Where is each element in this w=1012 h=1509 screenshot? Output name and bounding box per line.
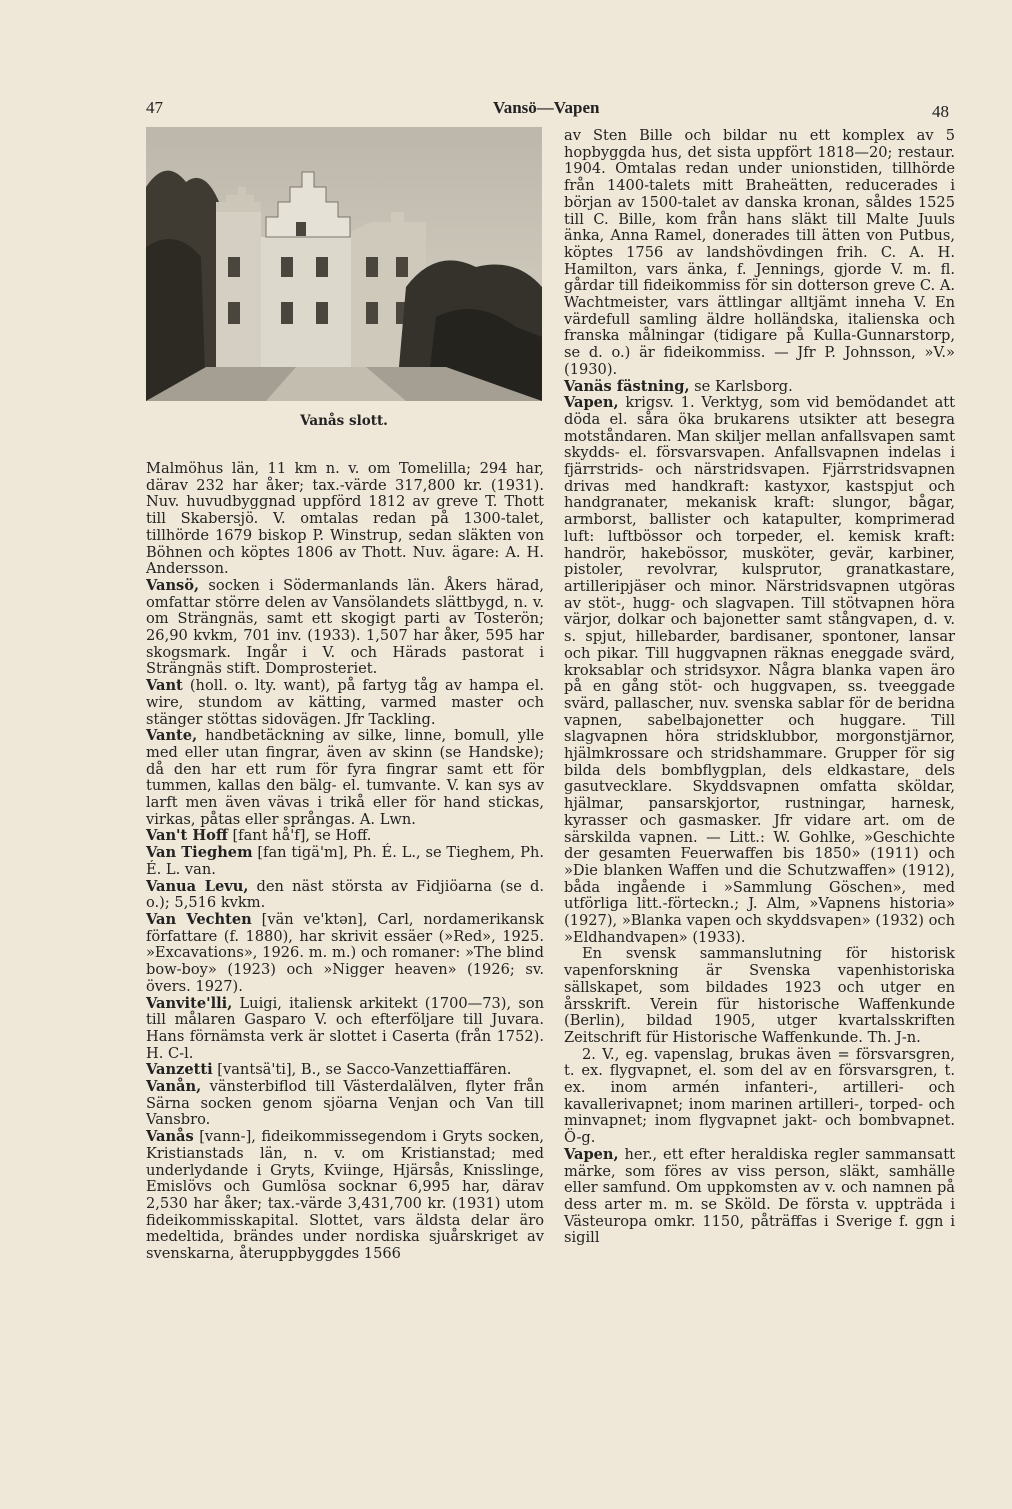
entry-text: [vann-], fideikommissegendom i Gryts socken, Kristianstads län, n. v. om Kristianstad; med underlydande i Gryts, Kviinge, Hjärsås, Knisslinge, Emislövs och Gumlösa socknar 6,995 har, därav 2,530 har åker; tax.-värde 3,431,700 kr. (1931) utom fideikommisskapital. Slottet, vars äldsta delar äro medeltida, brändes under nordiska sjuårskriget av svenskarna, återuppbyggdes 1566 <box>146 1128 544 1263</box>
left-column <box>146 461 544 1263</box>
entry-text: [fan tigä'm], Ph. É. L., se Tieghem, Ph. É. L. van. <box>146 844 544 878</box>
article-entry <box>564 1147 955 1247</box>
entry-headword: Vanua Levu, <box>146 877 249 895</box>
entry-text: [vän ve'ktən], Carl, nordamerikansk författare (f. 1880), har skrivit essäer (»Red», 1925. »Excavations», 1926. m. m.) och romaner: »The blind bow-boy» (1923) och »Nigger heaven» (1926; sv. övers. 1927). <box>146 910 545 995</box>
entry-headword: Vanäs fästning, <box>564 377 690 395</box>
article-entry <box>564 946 955 1046</box>
article-entry <box>146 879 544 912</box>
article-entry <box>146 728 544 828</box>
entry-headword: Van Tieghem <box>146 844 253 862</box>
article-entry <box>146 1062 544 1079</box>
article-entry <box>146 461 544 578</box>
article-entry <box>564 379 955 396</box>
entry-headword: Vapen, <box>564 1145 619 1163</box>
article-entry <box>146 845 544 878</box>
article-entry <box>146 578 544 678</box>
right-column <box>564 128 955 1247</box>
article-entry <box>146 1129 544 1263</box>
entry-headword: Vant <box>146 677 183 695</box>
entry-headword: Vanås <box>146 1128 194 1146</box>
entry-text: En svensk sammanslutning för historisk vapenforskning är Svenska vapenhistoriska sällskapet, som bildades 1923 och utger en årsskrift. Verein für historische Waffenkunde (Berlin), bildad 1905, utger kvartalsskriften Zeitschrift für Historische Waffenkunde. Th. J-n. <box>564 945 955 1046</box>
entry-text: se Karlsborg. <box>689 377 793 395</box>
article-entry <box>146 678 544 728</box>
entry-text: socken i Södermanlands län. Åkers härad, omfattar större delen av Vansölandets slättbygd, n. v. om Strängnäs, samt ett skogigt parti av Tosterön; 26,90 kvkm, 701 inv. (1933). 1,507 har åker, 595 har skogsmark. Ingår i V. och Härads pastorat i Strängnäs stift. Domprosteriet. <box>146 576 544 678</box>
article-entry <box>564 128 955 379</box>
entry-text: 2. V., eg. vapenslag, brukas även = försvarsgren, t. ex. flygvapnet, el. som del av en försvarsgren, t. ex. inom armén infanteri-, artilleri- och kavallerivapnet; inom marinen artilleri-, torped- och minvapnet; inom flygvapnet jakt- och bombvapnet. Ö-g. <box>564 1045 955 1147</box>
page-number-right: 48 <box>932 102 949 121</box>
entry-text: [vantsä'ti], B., se Sacco-Vanzettiaffären. <box>212 1061 512 1079</box>
entry-text: (holl. o. lty. want), på fartyg tåg av hampa el. wire, stundom av kätting, varmed master och stänger stöttas sidovägen. Jfr Tackling. <box>146 677 544 728</box>
entry-text: her., ett efter heraldiska regler sammansatt märke, som föres av viss person, släkt, samhälle eller samfund. Om uppkomsten av v. och namnen på dess arter m. m. se Sköld. De första v. uppträda i Västeuropa omkr. 1150, påträffas i Sverige f. ggn i sigill <box>564 1145 955 1247</box>
article-entry <box>146 912 544 996</box>
entry-text: [fant hå'f], se Hoff. <box>227 827 372 845</box>
entry-headword: Vansö, <box>146 576 200 594</box>
entry-text: Luigi, italiensk arkitekt (1700—73), son till målaren Gasparo V. och efterföljare till Juvara. Hans förnämsta verk är slottet i Caserta (från 1752). H. C-l. <box>146 994 544 1062</box>
entry-headword: Van Vechten <box>146 910 252 928</box>
entry-headword: Vanån, <box>146 1078 202 1096</box>
entry-headword: Vanvite'lli, <box>146 994 233 1012</box>
page-number-left: 47 <box>146 98 163 117</box>
castle-illustration <box>146 127 542 401</box>
entry-text: vänsterbiflod till Västerdalälven, flyter från Särna socken genom sjöarna Venjan och Van till Vansbro. <box>146 1078 544 1129</box>
entry-headword: Vante, <box>146 727 198 745</box>
entry-headword: Van't Hoff <box>146 827 228 845</box>
entry-text: krigsv. 1. Verktyg, som vid bemödandet att döda el. såra öka brukarens utsikter att besegra motståndaren. Man skiljer mellan anfallsvapen samt skydds- el. försvarsvapen. Anfallsvapnen indelas i fjärrstrids- och närstridsvapen. Fjärrstridsvapnen drivas med handkraft: kastyxor, kastspjut och handgranater, mekanisk kraft: slungor, bågar, armborst, ballister och katapulter, komprimerad luft: luftbössor och torpeder, el. kemisk kraft: handrör, hakebössor, musköter, gevär, karbiner, pistoler, revolvrar, kulsprutor, granatkastare, artilleripjäser och minor. Närstridsvapnen utgöras av stöt-, hugg- och slagvapen. Till stötvapnen höra värjor, dolkar och bajonetter samt stångvapen, d. v. s. spjut, hillebarder, bardisaner, spontoner, lansar och pikar. Till huggvapnen räknas eneggade svärd, kroksablar och stridsyxor. Några blanka vapen äro på en gång stöt- och huggvapen, ss. tveeggade svärd, pallascher, nuv. svenska sablar för de beridna vapnen, sabelbajonetter och huggare. Till slagvapnen höra stridsklubbor, morgonstjärnor, hjälmkrossare och stridshammare. Grupper för sig bilda dels bombflygplan, dels eldkastare, dels gasutvecklare. Skyddsvapnen omfatta sköldar, hjälmar, pansarskjortor, rustningar, harnesk, kyrasser och gasmasker. Jfr vidare art. om de särskilda vapnen. — Litt.: W. Gohlke, »Geschichte der gesamten Feuerwaffen bis 1850» (1911) och »Die blanken Waffen und die Schutzwaffen» (1912), båda ingående i »Sammlung Göschen», med utförliga litt.-förteckn.; J. Alm, »Vapnens historia» (1927), »Blanka vapen och skyddsvapen» (1932) och »Eldhandvapen» (1933). <box>564 394 955 946</box>
article-entry <box>564 1047 955 1147</box>
entry-text: handbetäckning av silke, linne, bomull, ylle med eller utan fingrar, även av skinn (se Handske); då den har ett rum för fyra fingrar samt ett för tummen, kallas den bälg- el. tumvante. V. kan sys av larft men även vävas i trikå eller för hand stickas, virkas, påtas eller språngas. A. Lwn. <box>146 727 544 828</box>
castle-photo <box>146 127 542 401</box>
article-entry <box>146 828 544 845</box>
running-head: Vansö—Vapen <box>493 98 600 117</box>
entry-text: den näst största av Fidjiöarna (se d. o.); 5,516 kvkm. <box>146 877 544 912</box>
entry-text: av Sten Bille och bildar nu ett komplex av 5 hopbyggda hus, det sista uppfört 1818—20; restaur. 1904. Omtalas redan under unionstiden, tillhörde från 1400-talets mitt Braheätten, reducerades i början av 1500-talet av danska kronan, såldes 1525 till C. Bille, kom från hans släkt till Malte Juuls änka, Anna Ramel, donerades till ätten von Putbus, köptes 1756 av landshövdingen frih. C. A. H. Hamilton, vars änka, f. Jennings, gjorde V. m. fl. gårdar till fideikommiss för sin dotterson greve C. A. Wachtmeister, vars ättlingar alltjämt inneha V. En värdefull samling äldre holländska, italienska och franska målningar (tidigare på Kulla-Gunnarstorp, se d. o.) är fideikommiss. — Jfr P. Johnsson, »V.» (1930). <box>564 127 955 378</box>
page-header <box>0 92 1012 122</box>
entry-headword: Vapen, <box>564 394 619 412</box>
entry-text: Malmöhus län, 11 km n. v. om Tomelilla; 294 har, därav 232 har åker; tax.-värde 317,800 kr. (1931). Nuv. huvudbyggnad uppförd 1812 av greve T. Thott till Skabersjö. V. omtalas redan på 1300-talet, tillhörde 1679 biskop P. Winstrup, sedan släkten von Böhnen och köptes 1806 av Thott. Nuv. ägare: A. H. Andersson. <box>146 460 544 578</box>
entry-headword: Vanzetti <box>146 1061 213 1079</box>
article-entry <box>146 996 544 1063</box>
figure-caption: Vanås slott. <box>300 413 388 429</box>
article-entry <box>564 395 955 946</box>
article-entry <box>146 1079 544 1129</box>
